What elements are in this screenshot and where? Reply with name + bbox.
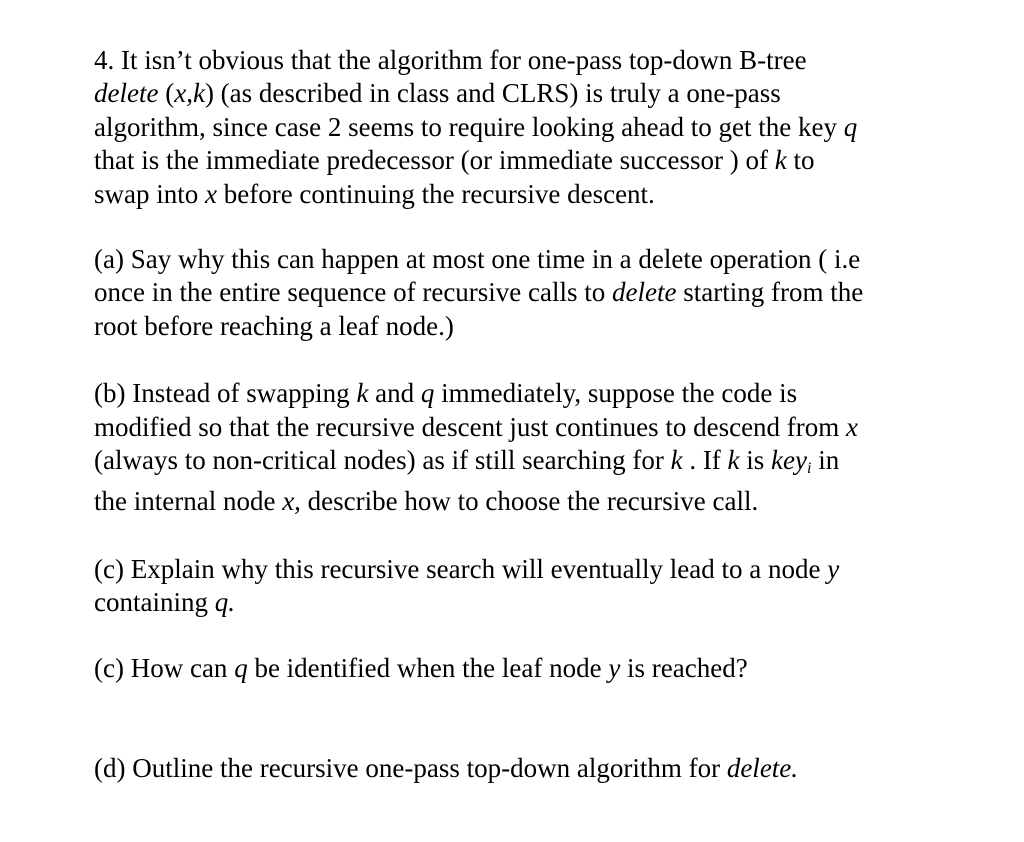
part-c2-line-1: (c) How can q be identified when the leaf node y is reached? [94,652,748,683]
part-d-line-1: (d) Outline the recursive one-pass top-down algorithm for delete. [94,753,799,784]
part-b-line-4: the internal node x, describe how to choose the recursive call. [94,486,759,517]
part-c1-line-1: (c) Explain why this recursive search will eventually lead to a node y [94,553,840,584]
question-part-b [94,377,974,519]
question-part-c-explain [94,553,974,620]
part-a-line-2: once in the entire sequence of recursive calls to delete starting from the [94,277,864,308]
part-b-line-1: (b) Instead of swapping k and q immediately, suppose the code is [94,378,798,409]
part-a-line-3: root before reaching a leaf node.) [94,310,454,341]
part-a-line-1: (a) Say why this can happen at most one time in a delete operation ( i.e [94,244,861,275]
question-part-c-identify [94,652,974,685]
question-part-d [94,752,974,785]
question-part-a [94,243,974,343]
question-document [94,44,974,786]
question-intro-line-2: delete (x,k) (as described in class and CLRS) is truly a one-pass [94,78,781,109]
question-intro-line-1: 4. It isn’t obvious that the algorithm for one-pass top-down B-tree [94,45,807,75]
question-intro-line-4: that is the immediate predecessor (or immediate successor ) of k to [94,145,815,176]
question-intro-line-3: algorithm, since case 2 seems to require looking ahead to get the key q [94,111,858,142]
question-intro [94,44,974,211]
question-intro-line-5: swap into x before continuing the recursive descent. [94,178,655,209]
part-b-line-2: modified so that the recursive descent just continues to descend from x [94,411,859,442]
part-c1-line-2: containing q. [94,587,235,618]
part-b-line-3: (always to non-critical nodes) as if still searching for k . If k is key$_i$ in [94,445,840,478]
